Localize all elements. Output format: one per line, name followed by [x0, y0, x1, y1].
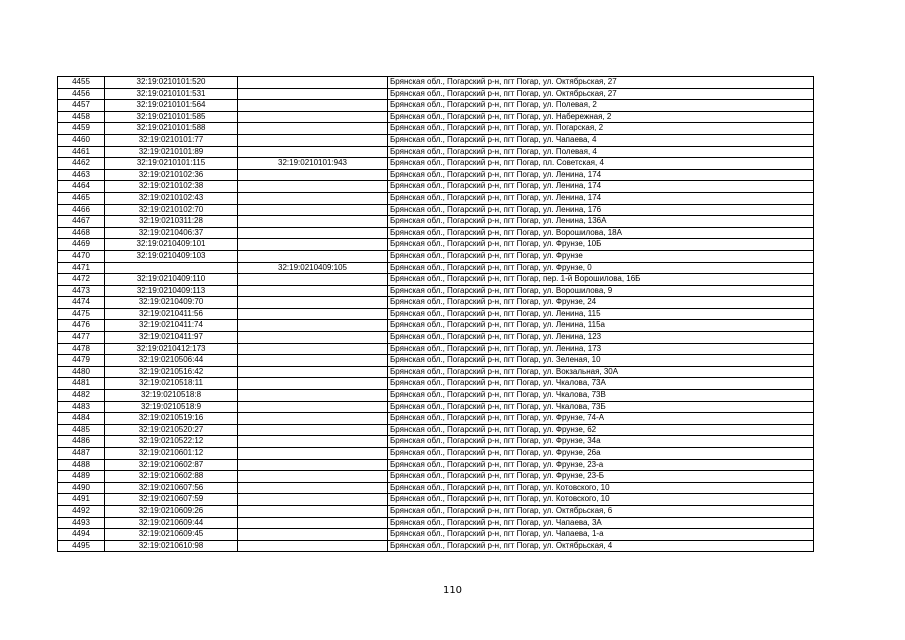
cadastral-number-cell: 32:19:0210101:588: [105, 123, 238, 135]
row-number-cell: 4484: [58, 413, 105, 425]
table-row: [58, 332, 814, 344]
table-row: [58, 297, 814, 309]
linked-cadastral-number-cell: 32:19:0210101:943: [238, 158, 388, 170]
cadastral-number-cell: 32:19:0210409:70: [105, 297, 238, 309]
cadastral-number-cell: 32:19:0210610:98: [105, 540, 238, 552]
table-row: [58, 181, 814, 193]
address-cell: Брянская обл., Погарский р-н, пгт Погар, ул. Фрунзе: [388, 250, 814, 262]
address-cell: Брянская обл., Погарский р-н, пгт Погар, ул. Ленина, 174: [388, 192, 814, 204]
address-cell: Брянская обл., Погарский р-н, пгт Погар, ул. Зеленая, 10: [388, 355, 814, 367]
linked-cadastral-number-cell: [238, 169, 388, 181]
address-cell: Брянская обл., Погарский р-н, пгт Погар, ул. Чкалова, 73Б: [388, 401, 814, 413]
linked-cadastral-number-cell: [238, 308, 388, 320]
cadastral-number-cell: 32:19:0210409:113: [105, 285, 238, 297]
table-row: [58, 390, 814, 402]
linked-cadastral-number-cell: [238, 297, 388, 309]
cadastral-number-cell: 32:19:0210518:11: [105, 378, 238, 390]
table-row: [58, 169, 814, 181]
linked-cadastral-number-cell: [238, 401, 388, 413]
cadastral-number-cell: 32:19:0210411:74: [105, 320, 238, 332]
table-row: [58, 239, 814, 251]
address-cell: Брянская обл., Погарский р-н, пгт Погар, ул. Ворошилова, 18А: [388, 227, 814, 239]
address-cell: Брянская обл., Погарский р-н, пгт Погар, ул. Полевая, 4: [388, 146, 814, 158]
row-number-cell: 4471: [58, 262, 105, 274]
table-row: [58, 343, 814, 355]
row-number-cell: 4473: [58, 285, 105, 297]
row-number-cell: 4485: [58, 424, 105, 436]
table-row: [58, 355, 814, 367]
table-row: [58, 436, 814, 448]
linked-cadastral-number-cell: [238, 332, 388, 344]
cadastral-number-cell: 32:19:0210518:8: [105, 390, 238, 402]
cadastral-number-cell: 32:19:0210411:97: [105, 332, 238, 344]
row-number-cell: 4456: [58, 88, 105, 100]
table-row: [58, 111, 814, 123]
address-cell: Брянская обл., Погарский р-н, пгт Погар, ул. Погарская, 2: [388, 123, 814, 135]
address-cell: Брянская обл., Погарский р-н, пгт Погар, ул. Чапаева, 1-а: [388, 529, 814, 541]
address-cell: Брянская обл., Погарский р-н, пгт Погар, ул. Фрунзе, 74-А: [388, 413, 814, 425]
address-cell: Брянская обл., Погарский р-н, пгт Погар, ул. Ленина, 173: [388, 343, 814, 355]
row-number-cell: 4491: [58, 494, 105, 506]
linked-cadastral-number-cell: 32:19:0210409:105: [238, 262, 388, 274]
table-row: [58, 366, 814, 378]
row-number-cell: 4489: [58, 471, 105, 483]
cadastral-number-cell: 32:19:0210101:115: [105, 158, 238, 170]
cadastral-number-cell: 32:19:0210412:173: [105, 343, 238, 355]
row-number-cell: 4474: [58, 297, 105, 309]
table-row: [58, 146, 814, 158]
address-cell: Брянская обл., Погарский р-н, пгт Погар, ул. Октябрьская, 27: [388, 77, 814, 89]
row-number-cell: 4490: [58, 482, 105, 494]
linked-cadastral-number-cell: [238, 413, 388, 425]
cadastral-number-cell: 32:19:0210102:70: [105, 204, 238, 216]
linked-cadastral-number-cell: [238, 181, 388, 193]
linked-cadastral-number-cell: [238, 424, 388, 436]
address-cell: Брянская обл., Погарский р-н, пгт Погар, ул. Фрунзе, 34а: [388, 436, 814, 448]
table-row: [58, 100, 814, 112]
linked-cadastral-number-cell: [238, 239, 388, 251]
address-cell: Брянская обл., Погарский р-н, пгт Погар, пер. 1-й Ворошилова, 16Б: [388, 274, 814, 286]
cadastral-number-cell: 32:19:0210518:9: [105, 401, 238, 413]
table-row: [58, 517, 814, 529]
cadastral-number-cell: 32:19:0210311:28: [105, 216, 238, 228]
cadastral-number-cell: 32:19:0210409:101: [105, 239, 238, 251]
table-row: [58, 459, 814, 471]
page-number: 110: [442, 585, 463, 596]
cadastral-number-cell: 32:19:0210101:531: [105, 88, 238, 100]
table-row: [58, 123, 814, 135]
linked-cadastral-number-cell: [238, 343, 388, 355]
address-cell: Брянская обл., Погарский р-н, пгт Погар, ул. Октябрьская, 6: [388, 505, 814, 517]
cadastral-number-cell: [105, 262, 238, 274]
linked-cadastral-number-cell: [238, 204, 388, 216]
cadastral-number-cell: 32:19:0210506:44: [105, 355, 238, 367]
table-row: [58, 471, 814, 483]
linked-cadastral-number-cell: [238, 494, 388, 506]
address-cell: Брянская обл., Погарский р-н, пгт Погар, ул. Чапаева, 3А: [388, 517, 814, 529]
table-row: [58, 88, 814, 100]
table-row: [58, 448, 814, 460]
row-number-cell: 4469: [58, 239, 105, 251]
address-cell: Брянская обл., Погарский р-н, пгт Погар, ул. Вокзальная, 30А: [388, 366, 814, 378]
table-row: [58, 378, 814, 390]
address-cell: Брянская обл., Погарский р-н, пгт Погар, ул. Октябрьская, 4: [388, 540, 814, 552]
row-number-cell: 4479: [58, 355, 105, 367]
linked-cadastral-number-cell: [238, 111, 388, 123]
row-number-cell: 4487: [58, 448, 105, 460]
cadastral-number-cell: 32:19:0210609:26: [105, 505, 238, 517]
cadastral-number-cell: 32:19:0210409:110: [105, 274, 238, 286]
cadastral-number-cell: 32:19:0210602:88: [105, 471, 238, 483]
address-cell: Брянская обл., Погарский р-н, пгт Погар, ул. Полевая, 2: [388, 100, 814, 112]
address-cell: Брянская обл., Погарский р-н, пгт Погар, ул. Котовского, 10: [388, 482, 814, 494]
table-row: [58, 204, 814, 216]
address-cell: Брянская обл., Погарский р-н, пгт Погар, ул. Ленина, 176: [388, 204, 814, 216]
table-row: [58, 529, 814, 541]
address-cell: Брянская обл., Погарский р-н, пгт Погар, ул. Ленина, 174: [388, 181, 814, 193]
table-row: [58, 308, 814, 320]
table-row: [58, 227, 814, 239]
row-number-cell: 4461: [58, 146, 105, 158]
cadastral-number-cell: 32:19:0210607:59: [105, 494, 238, 506]
row-number-cell: 4495: [58, 540, 105, 552]
cadastral-number-cell: 32:19:0210406:37: [105, 227, 238, 239]
row-number-cell: 4475: [58, 308, 105, 320]
row-number-cell: 4468: [58, 227, 105, 239]
row-number-cell: 4493: [58, 517, 105, 529]
linked-cadastral-number-cell: [238, 505, 388, 517]
linked-cadastral-number-cell: [238, 378, 388, 390]
row-number-cell: 4477: [58, 332, 105, 344]
linked-cadastral-number-cell: [238, 390, 388, 402]
cadastral-number-cell: 32:19:0210609:45: [105, 529, 238, 541]
cadastral-number-cell: 32:19:0210520:27: [105, 424, 238, 436]
cadastral-number-cell: 32:19:0210609:44: [105, 517, 238, 529]
row-number-cell: 4470: [58, 250, 105, 262]
linked-cadastral-number-cell: [238, 77, 388, 89]
linked-cadastral-number-cell: [238, 366, 388, 378]
cadastral-number-cell: 32:19:0210102:38: [105, 181, 238, 193]
address-cell: Брянская обл., Погарский р-н, пгт Погар, ул. Чкалова, 73В: [388, 390, 814, 402]
row-number-cell: 4464: [58, 181, 105, 193]
table-row: [58, 192, 814, 204]
table-row: [58, 262, 814, 274]
cadastral-number-cell: 32:19:0210101:585: [105, 111, 238, 123]
row-number-cell: 4481: [58, 378, 105, 390]
linked-cadastral-number-cell: [238, 216, 388, 228]
address-cell: Брянская обл., Погарский р-н, пгт Погар, ул. Фрунзе, 0: [388, 262, 814, 274]
address-cell: Брянская обл., Погарский р-н, пгт Погар, ул. Октябрьская, 27: [388, 88, 814, 100]
row-number-cell: 4483: [58, 401, 105, 413]
cadastral-number-cell: 32:19:0210101:564: [105, 100, 238, 112]
address-cell: Брянская обл., Погарский р-н, пгт Погар, ул. Ленина, 123: [388, 332, 814, 344]
row-number-cell: 4465: [58, 192, 105, 204]
row-number-cell: 4488: [58, 459, 105, 471]
cadastral-number-cell: 32:19:0210601:12: [105, 448, 238, 460]
linked-cadastral-number-cell: [238, 517, 388, 529]
row-number-cell: 4460: [58, 134, 105, 146]
table-row: [58, 540, 814, 552]
linked-cadastral-number-cell: [238, 146, 388, 158]
row-number-cell: 4457: [58, 100, 105, 112]
linked-cadastral-number-cell: [238, 285, 388, 297]
table-row: [58, 320, 814, 332]
table-row: [58, 77, 814, 89]
linked-cadastral-number-cell: [238, 459, 388, 471]
cadastral-number-cell: 32:19:0210409:103: [105, 250, 238, 262]
address-cell: Брянская обл., Погарский р-н, пгт Погар, ул. Чкалова, 73А: [388, 378, 814, 390]
address-cell: Брянская обл., Погарский р-н, пгт Погар, ул. Ленина, 115а: [388, 320, 814, 332]
cadastral-number-cell: 32:19:0210519:16: [105, 413, 238, 425]
address-cell: Брянская обл., Погарский р-н, пгт Погар, ул. Фрунзе, 23-а: [388, 459, 814, 471]
linked-cadastral-number-cell: [238, 227, 388, 239]
linked-cadastral-number-cell: [238, 250, 388, 262]
linked-cadastral-number-cell: [238, 436, 388, 448]
linked-cadastral-number-cell: [238, 482, 388, 494]
linked-cadastral-number-cell: [238, 540, 388, 552]
linked-cadastral-number-cell: [238, 448, 388, 460]
linked-cadastral-number-cell: [238, 320, 388, 332]
address-cell: Брянская обл., Погарский р-н, пгт Погар, ул. Чапаева, 4: [388, 134, 814, 146]
registry-table-body: [58, 77, 814, 552]
linked-cadastral-number-cell: [238, 471, 388, 483]
table-row: [58, 274, 814, 286]
row-number-cell: 4478: [58, 343, 105, 355]
table-row: [58, 285, 814, 297]
row-number-cell: 4466: [58, 204, 105, 216]
row-number-cell: 4458: [58, 111, 105, 123]
table-row: [58, 494, 814, 506]
table-row: [58, 482, 814, 494]
address-cell: Брянская обл., Погарский р-н, пгт Погар, ул. Фрунзе, 23-Б: [388, 471, 814, 483]
table-row: [58, 505, 814, 517]
address-cell: Брянская обл., Погарский р-н, пгт Погар, ул. Набережная, 2: [388, 111, 814, 123]
address-cell: Брянская обл., Погарский р-н, пгт Погар, ул. Фрунзе, 10Б: [388, 239, 814, 251]
address-cell: Брянская обл., Погарский р-н, пгт Погар, ул. Ленина, 174: [388, 169, 814, 181]
row-number-cell: 4455: [58, 77, 105, 89]
row-number-cell: 4463: [58, 169, 105, 181]
linked-cadastral-number-cell: [238, 100, 388, 112]
cadastral-number-cell: 32:19:0210516:42: [105, 366, 238, 378]
cadastral-number-cell: 32:19:0210102:43: [105, 192, 238, 204]
cadastral-number-cell: 32:19:0210602:87: [105, 459, 238, 471]
address-cell: Брянская обл., Погарский р-н, пгт Погар, ул. Фрунзе, 26а: [388, 448, 814, 460]
table-row: [58, 401, 814, 413]
linked-cadastral-number-cell: [238, 123, 388, 135]
cadastral-number-cell: 32:19:0210522:12: [105, 436, 238, 448]
address-cell: Брянская обл., Погарский р-н, пгт Погар, ул. Ворошилова, 9: [388, 285, 814, 297]
linked-cadastral-number-cell: [238, 274, 388, 286]
address-cell: Брянская обл., Погарский р-н, пгт Погар, ул. Фрунзе, 24: [388, 297, 814, 309]
cadastral-number-cell: 32:19:0210411:56: [105, 308, 238, 320]
linked-cadastral-number-cell: [238, 529, 388, 541]
row-number-cell: 4472: [58, 274, 105, 286]
table-row: [58, 158, 814, 170]
row-number-cell: 4467: [58, 216, 105, 228]
row-number-cell: 4476: [58, 320, 105, 332]
address-cell: Брянская обл., Погарский р-н, пгт Погар, ул. Ленина, 115: [388, 308, 814, 320]
linked-cadastral-number-cell: [238, 355, 388, 367]
row-number-cell: 4482: [58, 390, 105, 402]
cadastral-number-cell: 32:19:0210101:77: [105, 134, 238, 146]
row-number-cell: 4492: [58, 505, 105, 517]
table-row: [58, 250, 814, 262]
table-row: [58, 424, 814, 436]
row-number-cell: 4486: [58, 436, 105, 448]
row-number-cell: 4462: [58, 158, 105, 170]
address-cell: Брянская обл., Погарский р-н, пгт Погар, ул. Ленина, 136А: [388, 216, 814, 228]
row-number-cell: 4494: [58, 529, 105, 541]
address-cell: Брянская обл., Погарский р-н, пгт Погар, ул. Котовского, 10: [388, 494, 814, 506]
row-number-cell: 4480: [58, 366, 105, 378]
address-cell: Брянская обл., Погарский р-н, пгт Погар, ул. Фрунзе, 62: [388, 424, 814, 436]
cadastral-number-cell: 32:19:0210101:89: [105, 146, 238, 158]
linked-cadastral-number-cell: [238, 192, 388, 204]
table-row: [58, 216, 814, 228]
table-row: [58, 413, 814, 425]
cadastral-number-cell: 32:19:0210101:520: [105, 77, 238, 89]
linked-cadastral-number-cell: [238, 134, 388, 146]
registry-table: [57, 76, 814, 552]
row-number-cell: 4459: [58, 123, 105, 135]
cadastral-number-cell: 32:19:0210102:36: [105, 169, 238, 181]
linked-cadastral-number-cell: [238, 88, 388, 100]
cadastral-number-cell: 32:19:0210607:56: [105, 482, 238, 494]
address-cell: Брянская обл., Погарский р-н, пгт Погар, пл. Советская, 4: [388, 158, 814, 170]
table-row: [58, 134, 814, 146]
